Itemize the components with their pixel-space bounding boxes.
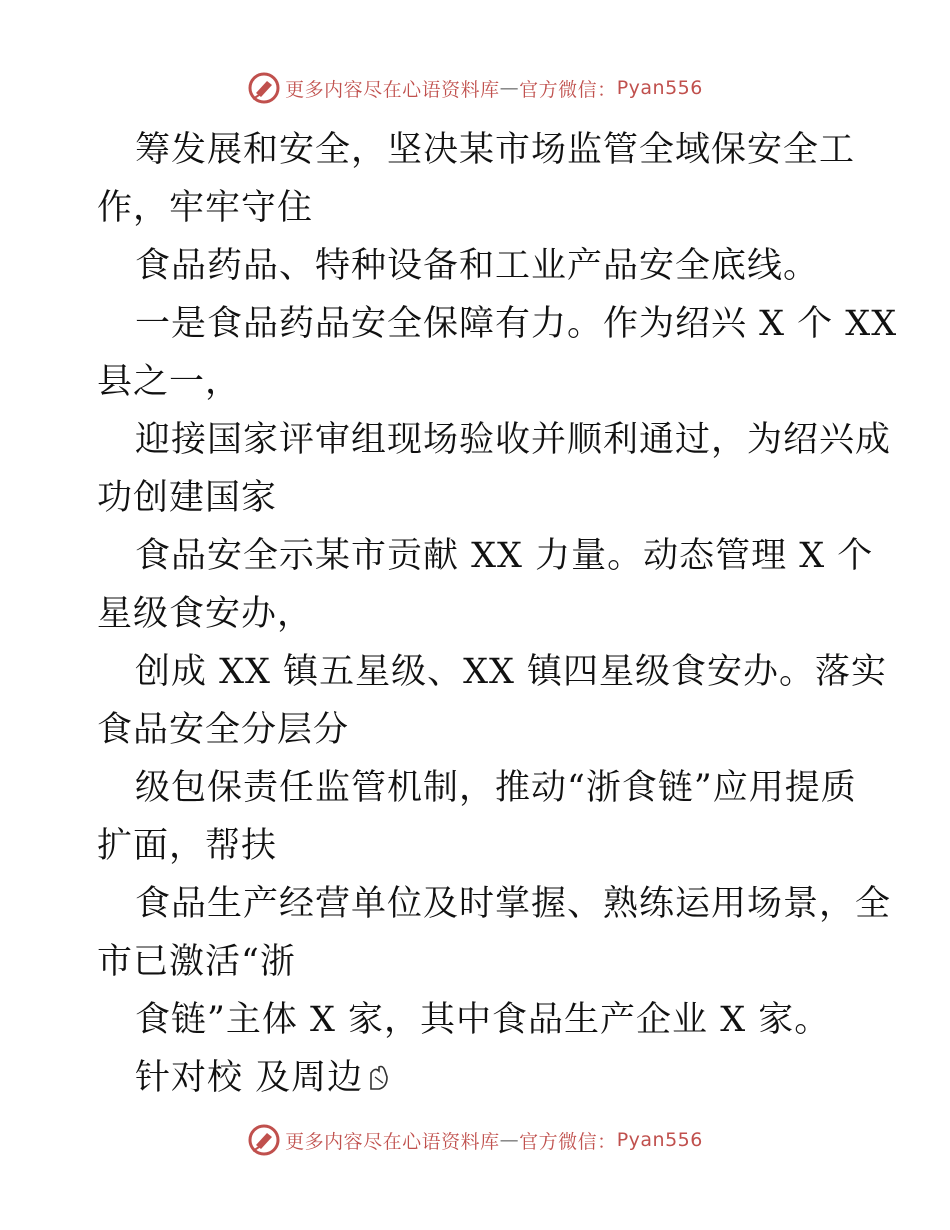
paragraph-line: 市已激活“浙	[97, 942, 296, 982]
watermark-dash: —	[499, 1129, 520, 1151]
paragraph-line: 创成 XX 镇五星级、XX 镇四星级食安办。落实	[135, 652, 888, 692]
paragraph-line: 一是食品药品安全保障有力。作为绍兴 X 个 XX	[135, 304, 898, 344]
pencil-cursor-icon	[365, 1063, 393, 1093]
watermark-title: 更多内容尽在心语资料库	[285, 78, 500, 101]
paragraph-line-last	[97, 1049, 867, 1107]
paragraph-line: 作，牢牢守住	[97, 188, 314, 228]
watermark-title: 更多内容尽在心语资料库	[285, 1130, 500, 1153]
paragraph-line: 筹发展和安全，坚决某市场监管全域保安全工	[135, 130, 856, 170]
watermark-account: Pyan556	[616, 1129, 703, 1151]
paragraph-line: 星级食安办，	[97, 594, 314, 634]
paragraph-line: 迎接国家评审组现场验收并顺利通过，为绍兴成	[135, 420, 892, 460]
paragraph-line-text: 针对校 及周边	[135, 1058, 364, 1098]
watermark-dash: —	[499, 77, 520, 99]
watermark-header	[0, 68, 950, 108]
paragraph-line: 食品药品、特种设备和工业产品安全底线。	[135, 246, 820, 286]
paragraph-line: 级包保责任监管机制，推动“浙食链”应用提质	[135, 768, 857, 808]
paragraph-line: 扩面，帮扶	[97, 826, 278, 866]
red-sign-logo-icon	[247, 1123, 281, 1157]
paragraph-line: 县之一，	[97, 362, 242, 402]
paragraph-line: 食品生产经营单位及时掌握、熟练运用场景，全	[135, 884, 892, 924]
document-body	[97, 121, 898, 1107]
paragraph-line: 食品安全示某市贡献 XX 力量。动态管理 X 个	[135, 536, 874, 576]
watermark-channel: 官方微信：	[519, 1130, 617, 1153]
watermark-channel: 官方微信：	[519, 78, 617, 101]
paragraph-line: 功创建国家	[97, 478, 278, 518]
paragraph-line: 食品安全分层分	[97, 710, 350, 750]
watermark-footer	[0, 1120, 950, 1160]
red-sign-logo-icon	[247, 71, 281, 105]
watermark-account: Pyan556	[616, 77, 703, 99]
paragraph-line: 食链”主体 X 家，其中食品生产企业 X 家。	[135, 1000, 831, 1040]
